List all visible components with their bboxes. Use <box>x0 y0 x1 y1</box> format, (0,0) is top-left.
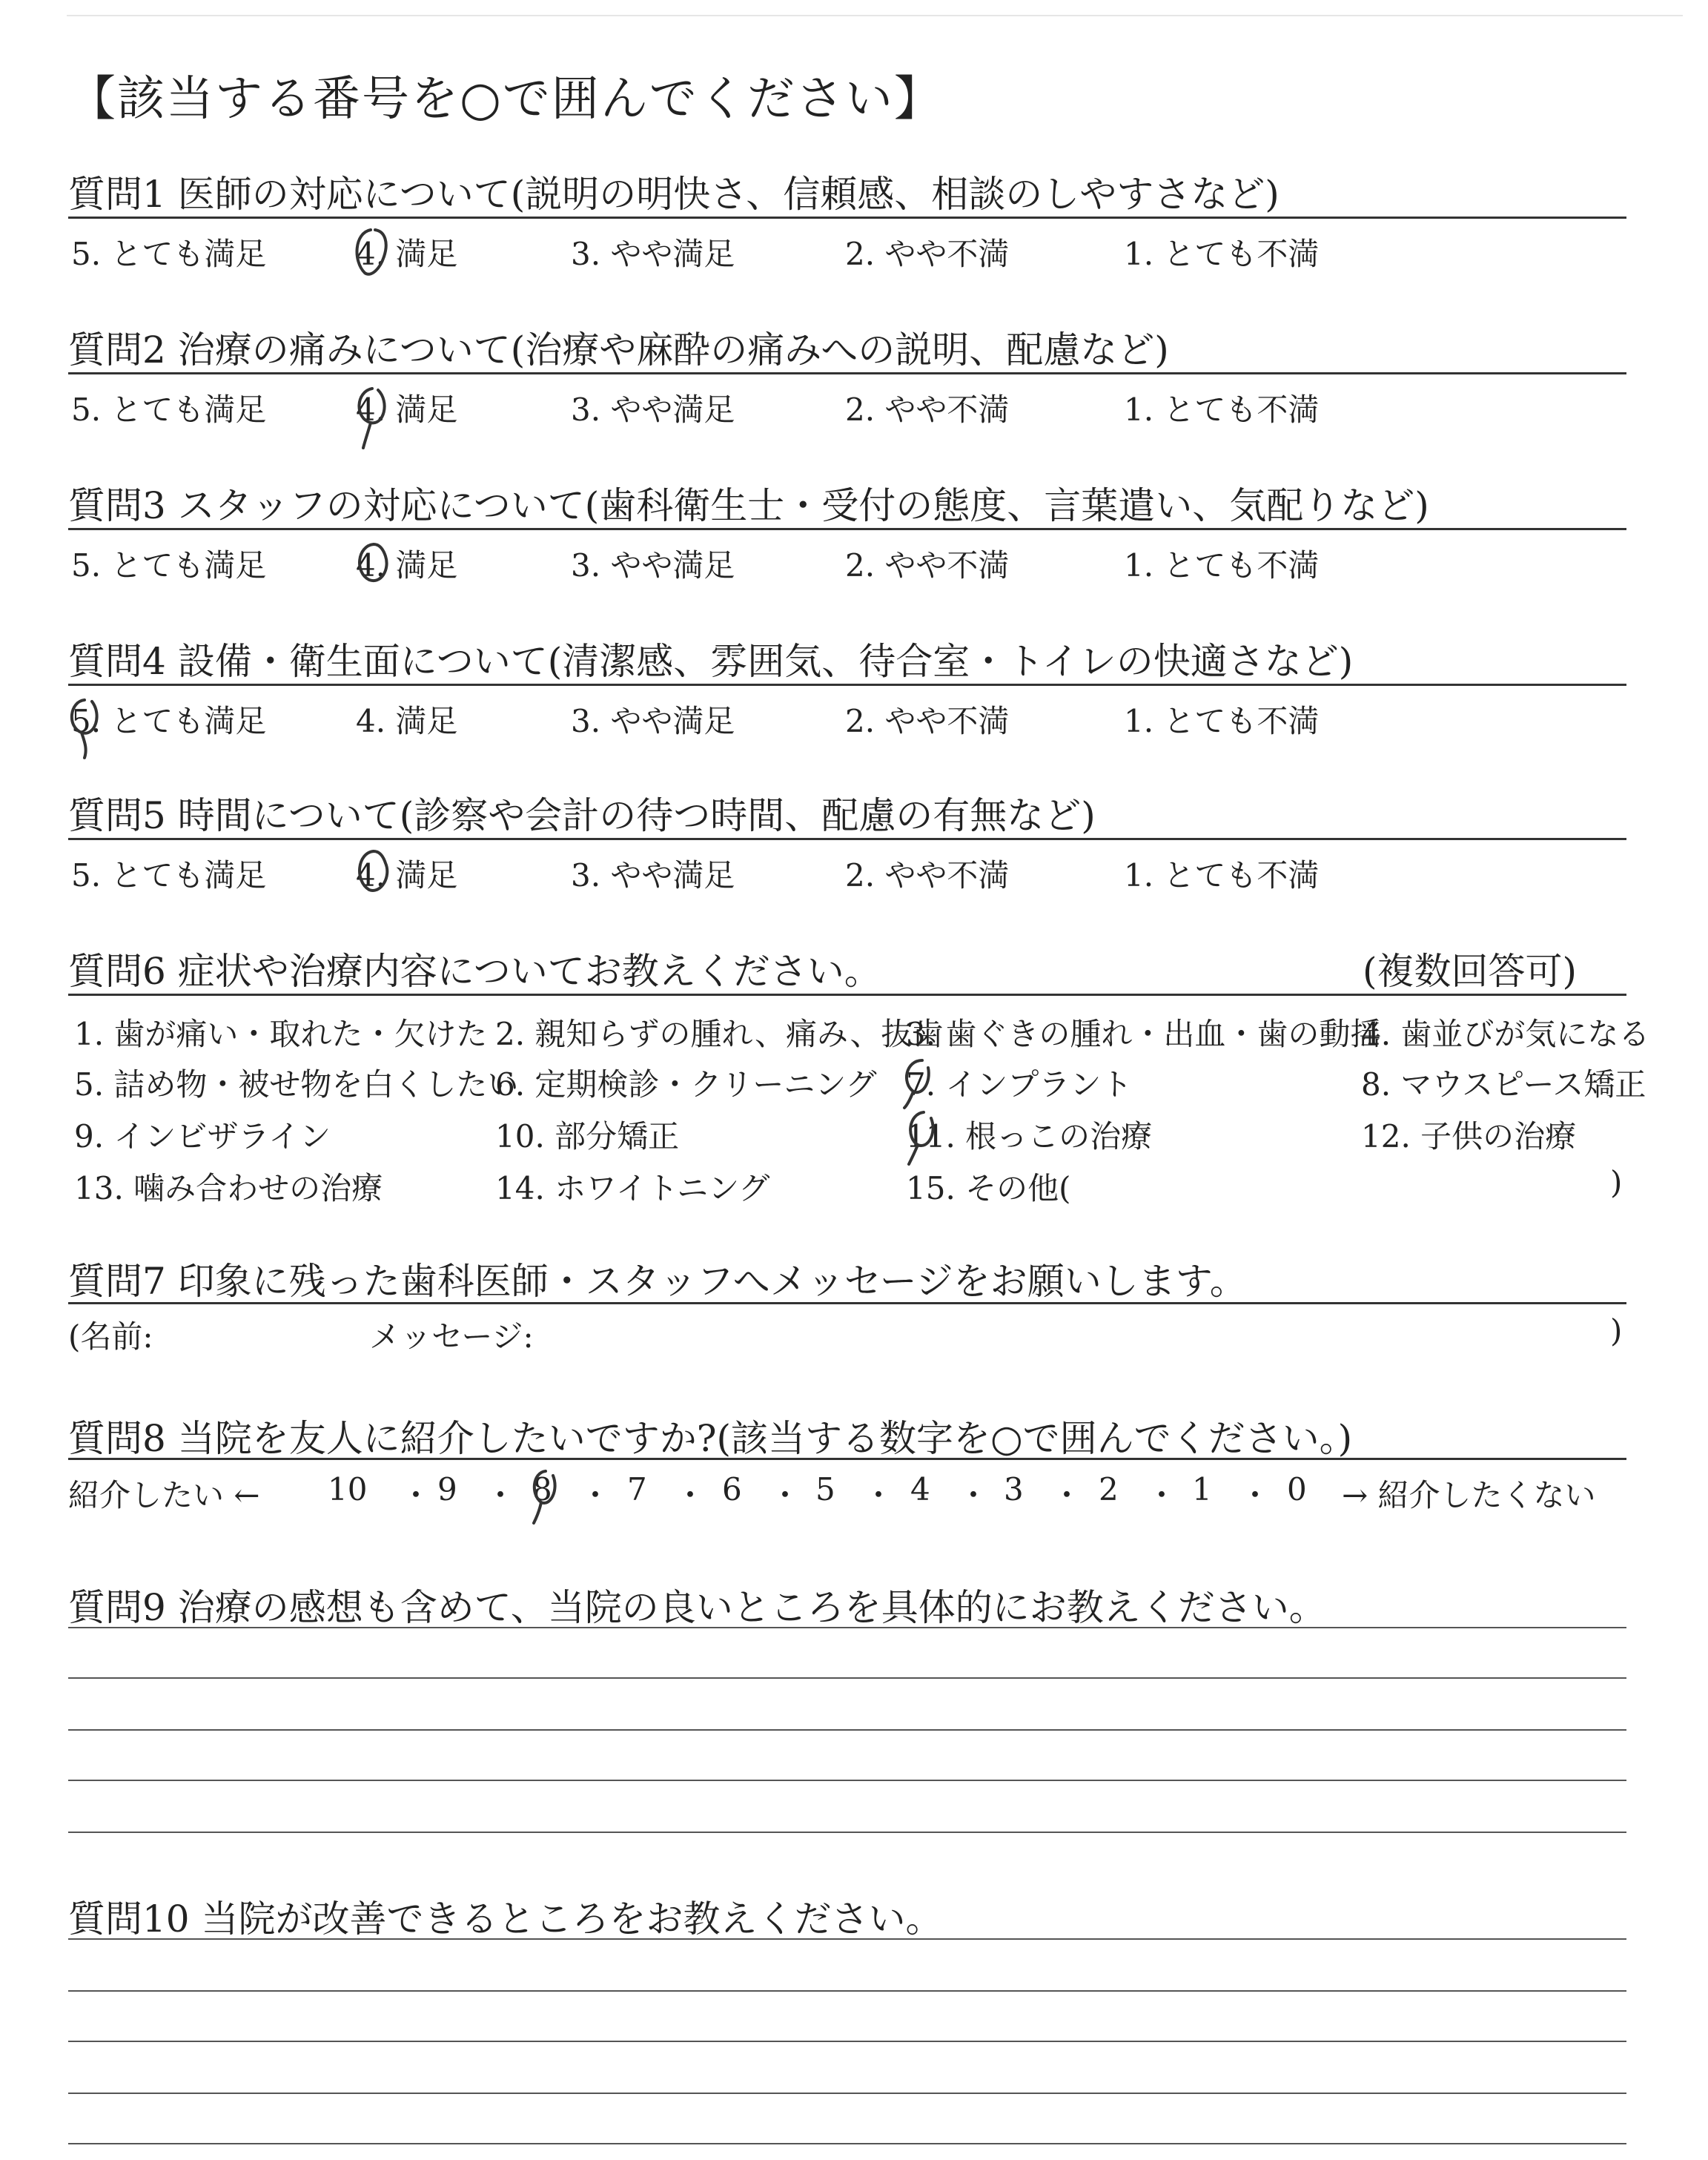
q8-score-4[interactable]: 4 <box>910 1471 930 1507</box>
q6-option-7[interactable]: 7. インプラント <box>906 1066 1133 1103</box>
q5-option-1[interactable]: 1. とても不満 <box>1124 857 1320 894</box>
q8-separator: ・ <box>1051 1477 1083 1513</box>
q1-option-3[interactable]: 3. やや満足 <box>571 236 735 272</box>
question-7-title: 質問7 印象に残った歯科医師・スタッフへメッセージをお願いします。 <box>68 1260 1247 1303</box>
q8-separator: ・ <box>958 1477 990 1513</box>
q5-option-5[interactable]: 5. とても満足 <box>71 857 267 894</box>
q6-option-15-close: ) <box>1610 1164 1623 1200</box>
q6-option-13[interactable]: 13. 噛み合わせの治療 <box>74 1170 383 1206</box>
q7-name-label: (名前: <box>68 1318 153 1355</box>
q6-option-6[interactable]: 6. 定期検診・クリーニング <box>495 1066 877 1103</box>
q8-score-0[interactable]: 0 <box>1287 1471 1307 1507</box>
q6-option-9[interactable]: 9. インビザライン <box>74 1118 331 1155</box>
q2-option-3[interactable]: 3. やや満足 <box>571 392 735 428</box>
q4-option-3[interactable]: 3. やや満足 <box>571 703 735 739</box>
page-title: 【該当する番号を○で囲んでください】 <box>68 72 943 127</box>
q10-answer-line[interactable] <box>68 2093 1626 2094</box>
q8-right-label: → 紹介したくない <box>1342 1477 1596 1513</box>
q2-option-4[interactable]: 4. 満足 <box>356 392 458 428</box>
q2-option-2[interactable]: 2. やや不満 <box>845 392 1010 428</box>
q8-score-6[interactable]: 6 <box>722 1471 742 1507</box>
q7-message-label: メッセージ: <box>369 1318 534 1355</box>
question-4-rule <box>68 684 1626 686</box>
q9-answer-line[interactable] <box>68 1780 1626 1781</box>
q6-option-10[interactable]: 10. 部分矯正 <box>495 1118 680 1155</box>
q8-separator: ・ <box>1146 1477 1178 1513</box>
q6-option-8[interactable]: 8. マウスピース矯正 <box>1361 1066 1646 1103</box>
q8-separator: ・ <box>769 1477 801 1513</box>
q8-score-3[interactable]: 3 <box>1004 1471 1024 1507</box>
q8-score-1[interactable]: 1 <box>1192 1471 1212 1507</box>
q8-separator: ・ <box>485 1477 517 1513</box>
q4-option-1[interactable]: 1. とても不満 <box>1124 703 1320 739</box>
q8-separator: ・ <box>863 1477 895 1513</box>
question-3-rule <box>68 528 1626 530</box>
q1-option-1[interactable]: 1. とても不満 <box>1124 236 1320 272</box>
q10-answer-line[interactable] <box>68 2041 1626 2042</box>
q1-option-2[interactable]: 2. やや不満 <box>845 236 1010 272</box>
q10-answer-line[interactable] <box>68 1938 1626 1940</box>
q8-separator: ・ <box>580 1477 612 1513</box>
q8-score-10[interactable]: 10 <box>328 1471 368 1507</box>
q8-score-8[interactable]: 8 <box>532 1471 552 1507</box>
q8-separator: ・ <box>675 1477 706 1513</box>
question-4-title: 質問4 設備・衛生面について(清潔感、雰囲気、待合室・トイレの快適さなど) <box>68 640 1354 683</box>
q3-option-3[interactable]: 3. やや満足 <box>571 547 735 584</box>
q6-option-5[interactable]: 5. 詰め物・被せ物を白くしたい <box>74 1066 519 1103</box>
q5-option-2[interactable]: 2. やや不満 <box>845 857 1010 894</box>
q3-option-4[interactable]: 4. 満足 <box>356 547 458 584</box>
question-6-note: (複数回答可) <box>1363 950 1578 993</box>
q1-option-5[interactable]: 5. とても満足 <box>71 236 267 272</box>
q8-separator: ・ <box>1239 1477 1271 1513</box>
q8-score-2[interactable]: 2 <box>1099 1471 1119 1507</box>
q9-answer-line[interactable] <box>68 1627 1626 1628</box>
q3-option-2[interactable]: 2. やや不満 <box>845 547 1010 584</box>
q4-option-4[interactable]: 4. 満足 <box>356 703 458 739</box>
q8-left-label: 紹介したい ← <box>68 1477 260 1513</box>
question-8-rule <box>68 1458 1626 1460</box>
question-1-rule <box>68 217 1626 219</box>
question-2-rule <box>68 372 1626 374</box>
q5-option-4[interactable]: 4. 満足 <box>356 857 458 894</box>
q8-score-9[interactable]: 9 <box>437 1471 457 1507</box>
q6-option-4[interactable]: 4. 歯並びが気になる <box>1361 1016 1650 1052</box>
q8-separator: ・ <box>400 1477 432 1513</box>
q3-option-1[interactable]: 1. とても不満 <box>1124 547 1320 584</box>
q3-option-5[interactable]: 5. とても満足 <box>71 547 267 584</box>
question-3-title: 質問3 スタッフの対応について(歯科衛生士・受付の態度、言葉遣い、気配りなど) <box>68 484 1429 527</box>
q7-close-paren: ) <box>1610 1312 1623 1349</box>
q2-option-5[interactable]: 5. とても満足 <box>71 392 267 428</box>
q6-option-12[interactable]: 12. 子供の治療 <box>1361 1118 1577 1155</box>
question-2-title: 質問2 治療の痛みについて(治療や麻酔の痛みへの説明、配慮など) <box>68 328 1169 371</box>
question-8-title: 質問8 当院を友人に紹介したいですか?(該当する数字を○で囲んでください。) <box>68 1417 1353 1460</box>
question-5-title: 質問5 時間について(診察や会計の待つ時間、配慮の有無など) <box>68 794 1096 837</box>
q8-score-5[interactable]: 5 <box>815 1471 835 1507</box>
q9-answer-line[interactable] <box>68 1677 1626 1679</box>
q10-answer-line[interactable] <box>68 1990 1626 1992</box>
q4-option-2[interactable]: 2. やや不満 <box>845 703 1010 739</box>
q6-option-15[interactable]: 15. その他( <box>906 1170 1071 1206</box>
question-5-rule <box>68 838 1626 840</box>
question-7-rule <box>68 1302 1626 1304</box>
q10-answer-line[interactable] <box>68 2143 1626 2144</box>
q9-answer-line[interactable] <box>68 1832 1626 1833</box>
top-border <box>67 15 1683 16</box>
q5-option-3[interactable]: 3. やや満足 <box>571 857 735 894</box>
q6-option-1[interactable]: 1. 歯が痛い・取れた・欠けた <box>74 1016 488 1052</box>
q6-option-2[interactable]: 2. 親知らずの腫れ、痛み、抜歯 <box>495 1016 944 1052</box>
q4-option-5[interactable]: 5. とても満足 <box>71 703 267 739</box>
question-1-title: 質問1 医師の対応について(説明の明快さ、信頼感、相談のしやすさなど) <box>68 173 1280 216</box>
q1-option-4[interactable]: 4. 満足 <box>356 236 458 272</box>
q9-answer-line[interactable] <box>68 1729 1626 1731</box>
question-9-title: 質問9 治療の感想も含めて、当院の良いところを具体的にお教えください。 <box>68 1586 1326 1629</box>
question-10-title: 質問10 当院が改善できるところをお教えください。 <box>68 1898 943 1941</box>
q6-option-11[interactable]: 11. 根っこの治療 <box>906 1118 1153 1155</box>
q2-option-1[interactable]: 1. とても不満 <box>1124 392 1320 428</box>
q6-option-3[interactable]: 3. 歯ぐきの腫れ・出血・歯の動揺 <box>906 1016 1382 1052</box>
question-6-rule <box>68 994 1626 996</box>
q8-score-7[interactable]: 7 <box>627 1471 647 1507</box>
q6-option-14[interactable]: 14. ホワイトニング <box>495 1170 770 1206</box>
question-6-title: 質問6 症状や治療内容についてお教えください。 <box>68 950 881 993</box>
